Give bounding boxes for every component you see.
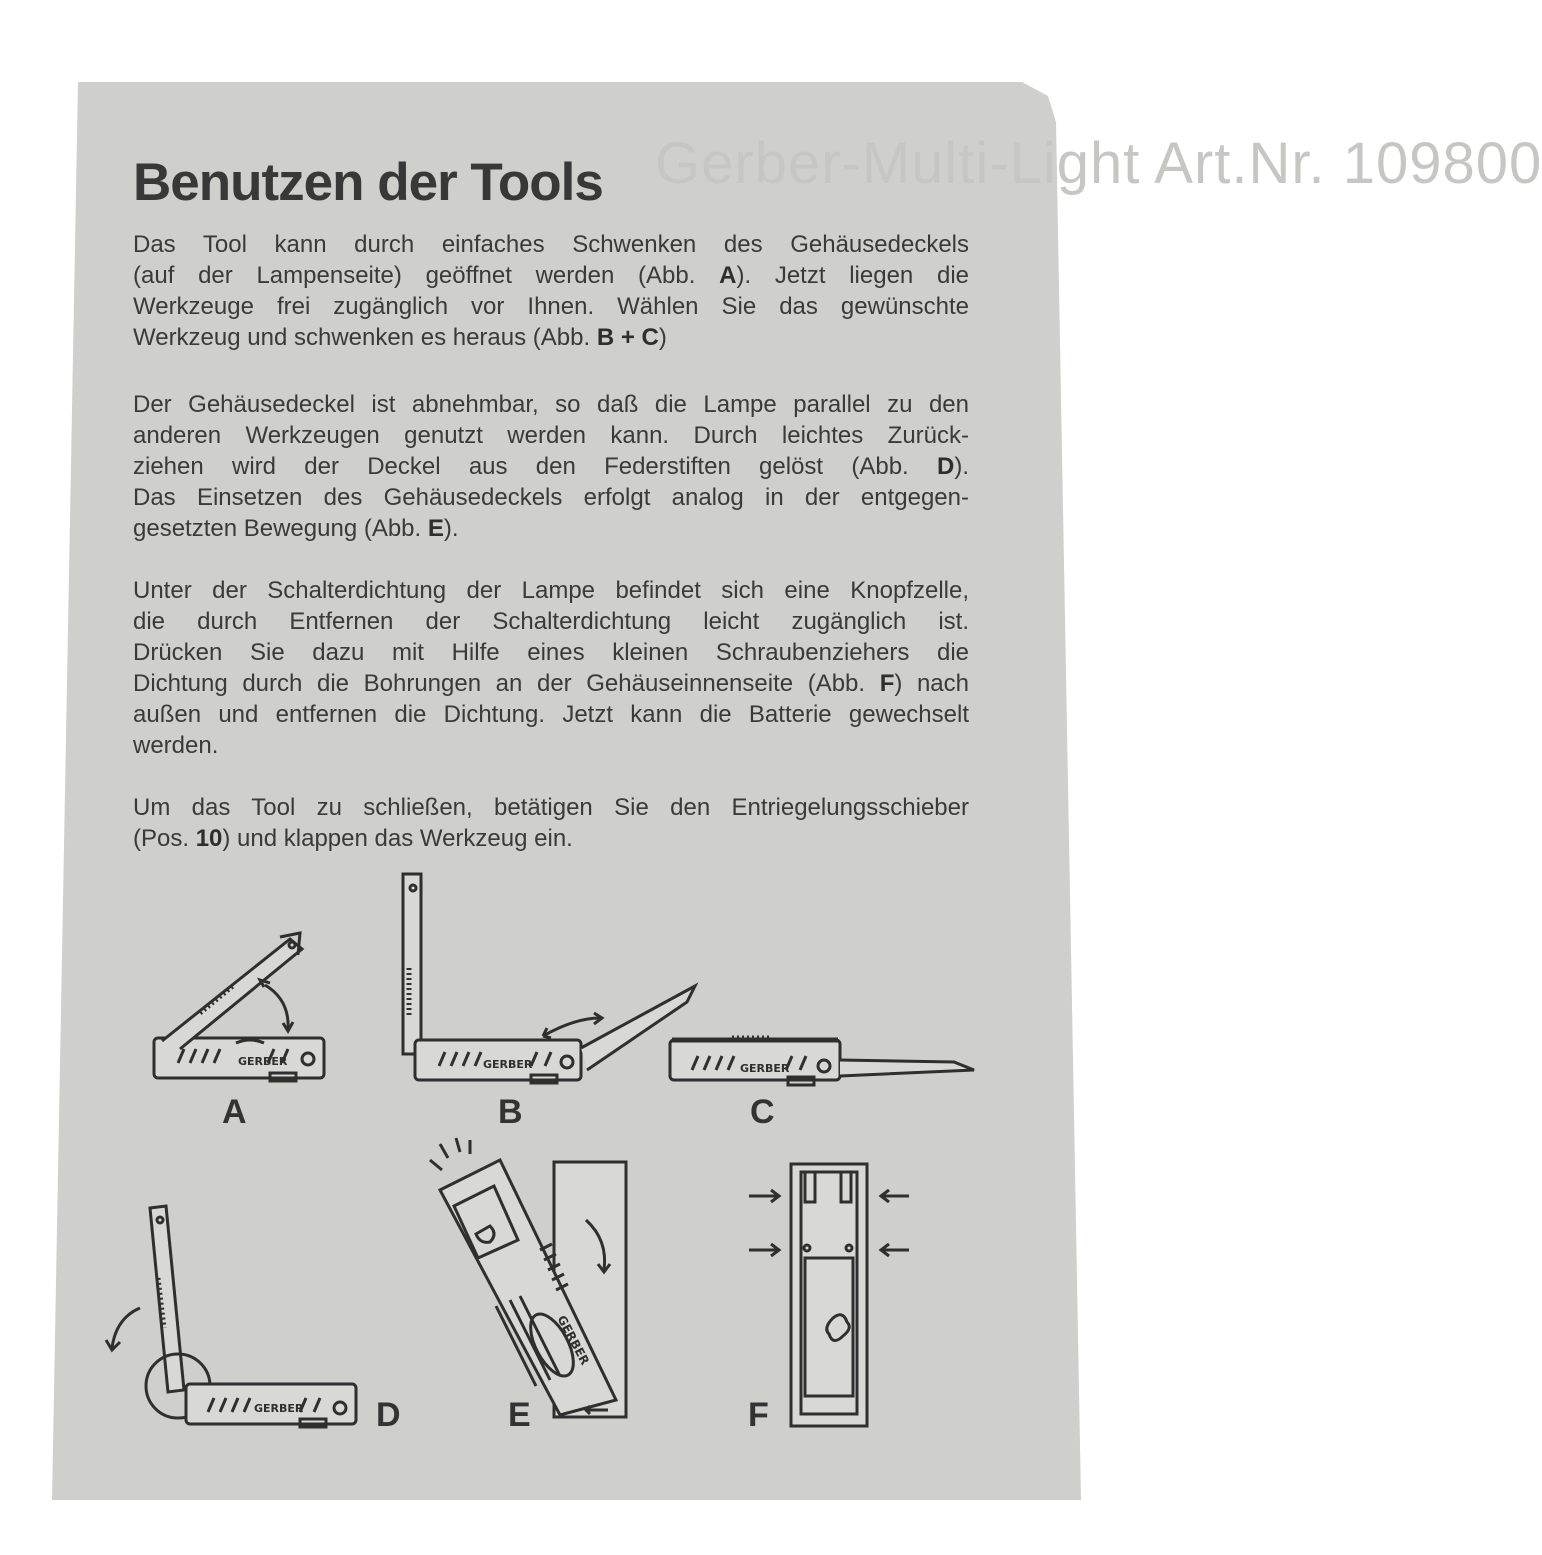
figure-reference: A: [719, 262, 737, 289]
figure-f-illustration: [745, 1158, 915, 1430]
text-line: [133, 260, 969, 291]
text-run: die durch Entfernen der Schalterdichtung leicht zugänglich ist.: [133, 608, 969, 635]
figure-e-label: E: [508, 1396, 531, 1434]
text-run: Der Gehäusedeckel ist abnehmbar, so daß die Lampe parallel zu den: [133, 391, 969, 418]
figure-d-illustration: [100, 1198, 365, 1433]
figure-reference: D: [936, 453, 955, 480]
text-run: Drücken Sie dazu mit Hilfe eines kleinen Schraubenziehers die: [133, 639, 969, 666]
figure-a-label: A: [222, 1093, 247, 1131]
text-line: [133, 699, 969, 730]
page-title: Benutzen der Tools: [133, 153, 603, 212]
text-run: (auf der Lampenseite) geöffnet werden (Abb.: [133, 262, 720, 289]
text-line: [133, 792, 969, 823]
text-run: anderen Werkzeugen genutzt werden kann. Durch leichtes Zurück-: [133, 422, 969, 449]
text-line: [133, 451, 969, 482]
figure-f-label: F: [748, 1396, 769, 1434]
text-line: [133, 575, 969, 606]
figure-b-label: B: [498, 1093, 523, 1131]
text-line: [133, 291, 969, 322]
text-line: [133, 730, 969, 761]
figure-a: [140, 925, 340, 1090]
figure-b-brand: GERBER: [483, 1058, 533, 1071]
text-run: Unter der Schalterdichtung der Lampe befindet sich eine Knopfzelle,: [133, 577, 969, 604]
text-run: (Pos.: [133, 825, 196, 852]
text-line: [133, 389, 969, 420]
figure-reference: E: [427, 515, 444, 542]
text-run: ) nach: [894, 670, 970, 697]
text-run: Das Einsetzen des Gehäusedeckels erfolgt analog in der entgegen-: [133, 484, 969, 511]
text-run: ). Jetzt liegen die: [736, 262, 970, 289]
text-run: Werkzeug und schwenken es heraus (Abb.: [133, 324, 597, 351]
figure-reference: B + C: [596, 324, 659, 351]
text-run: ziehen wird der Deckel aus den Federstiften gelöst (Abb.: [133, 453, 937, 480]
figure-e-illustration: [420, 1130, 635, 1425]
faint-bleed-through-heading: Gerber-Multi-Light Art.Nr. 109800: [655, 131, 1542, 196]
text-line: [133, 513, 969, 544]
figure-a-illustration: [140, 925, 340, 1090]
figure-reference: 10: [195, 825, 223, 852]
figure-reference: F: [879, 670, 895, 697]
figure-c-illustration: [662, 1030, 982, 1090]
text-run: gesetzten Bewegung (Abb.: [133, 515, 428, 542]
text-run: ) und klappen das Werkzeug ein.: [222, 825, 573, 852]
text-line: [133, 668, 969, 699]
text-line: [133, 637, 969, 668]
figure-b-illustration: [395, 868, 700, 1088]
text-run: außen und entfernen die Dichtung. Jetzt kann die Batterie gewechselt: [133, 701, 969, 728]
text-run: ).: [443, 515, 459, 542]
figure-d-label: D: [376, 1396, 401, 1434]
figure-e: [420, 1130, 635, 1425]
figure-c-brand: GERBER: [740, 1062, 790, 1075]
paragraph-battery: [133, 575, 969, 761]
text-run: werden.: [133, 732, 219, 759]
paragraph-opening: [133, 229, 969, 353]
text-line: [133, 482, 969, 513]
text-run: ): [658, 324, 667, 351]
figure-c: [662, 1030, 982, 1090]
text-line: [133, 229, 969, 260]
text-line: [133, 322, 969, 353]
text-run: Dichtung durch die Bohrungen an der Gehäuseinnenseite (Abb.: [133, 670, 880, 697]
figure-e-brand: GERBER: [554, 1313, 593, 1368]
text-line: [133, 606, 969, 637]
text-line: [133, 823, 969, 854]
paragraph-closing: [133, 792, 969, 854]
text-run: Um das Tool zu schließen, betätigen Sie den Entriegelungsschieber: [133, 794, 969, 821]
figure-d-brand: GERBER: [254, 1402, 304, 1415]
figure-c-label: C: [750, 1093, 775, 1131]
figure-b: [395, 868, 700, 1088]
paragraph-cover-removal: [133, 389, 969, 544]
text-run: Das Tool kann durch einfaches Schwenken des Gehäusedeckels: [133, 231, 969, 258]
text-run: Werkzeuge frei zugänglich vor Ihnen. Wählen Sie das gewünschte: [133, 293, 969, 320]
text-line: [133, 420, 969, 451]
figure-f: [745, 1158, 915, 1430]
text-run: ).: [954, 453, 969, 480]
figure-a-brand: GERBER: [238, 1055, 288, 1068]
figure-d: [100, 1198, 365, 1433]
